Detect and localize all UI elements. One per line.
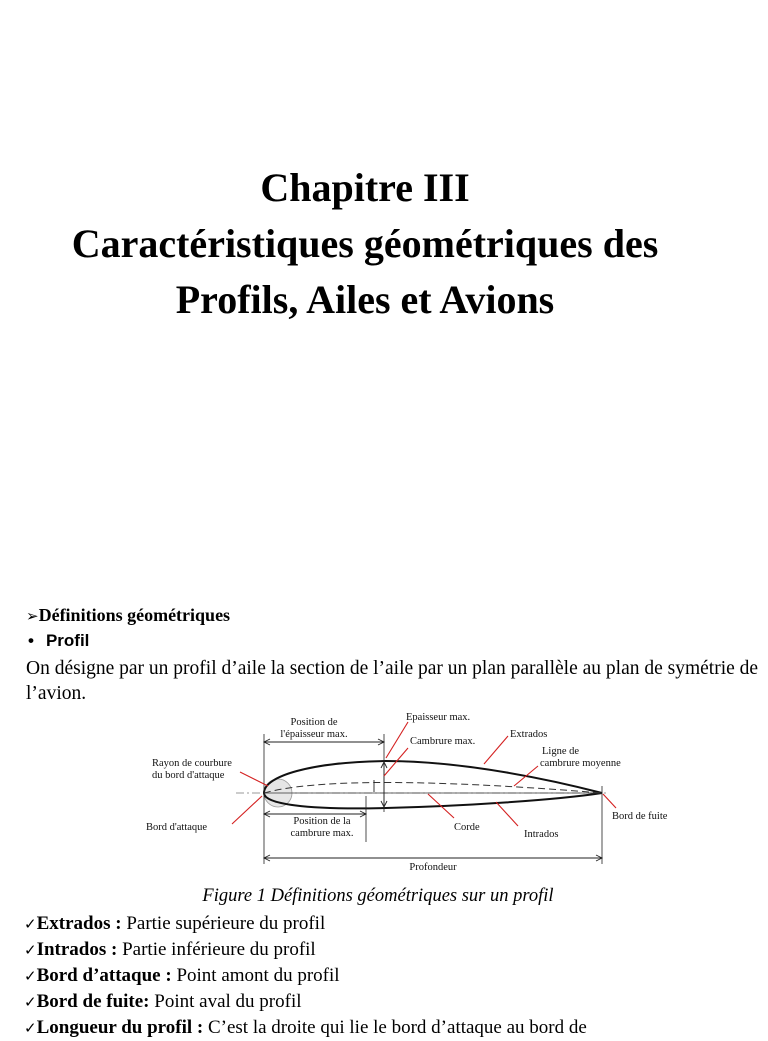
leader-bord-attaque (232, 796, 262, 824)
definition-term: Bord de fuite: (36, 991, 150, 1012)
definition-term: Extrados : (36, 913, 122, 934)
definition-item (24, 937, 587, 963)
label-corde: Corde (454, 822, 480, 833)
arrow-bullet-icon: ➢ (26, 607, 39, 625)
definition-item (24, 911, 587, 937)
check-icon: ✓ (24, 1019, 37, 1037)
leader-extrados (484, 736, 508, 764)
chapter-title (0, 160, 730, 328)
label-epaisseur-max: Epaisseur max. (406, 712, 471, 723)
label-rayon-1: Rayon de courbure (152, 758, 232, 769)
section-heading-text: Définitions géométriques (38, 605, 231, 625)
label-profondeur: Profondeur (409, 862, 457, 873)
leader-bord-fuite (603, 794, 616, 808)
check-icon: ✓ (24, 993, 37, 1011)
label-bord-attaque: Bord d'attaque (146, 822, 208, 833)
label-rayon-2: du bord d'attaque (152, 770, 225, 781)
airfoil-diagram (136, 706, 696, 876)
definition-item (24, 963, 587, 989)
label-bord-fuite: Bord de fuite (612, 811, 668, 822)
check-icon: ✓ (24, 967, 37, 985)
definition-item (24, 1015, 587, 1041)
definition-list (24, 911, 587, 1041)
definition-text: Point amont du profil (171, 965, 340, 986)
label-ligne-2: cambrure moyenne (540, 758, 621, 769)
leader-intrados (496, 802, 518, 826)
definition-text: C’est la droite qui lie le bord d’attaque au bord de (203, 1017, 587, 1038)
definition-term: Longueur du profil : (36, 1017, 204, 1038)
check-icon: ✓ (24, 941, 37, 959)
airfoil-figure (136, 706, 696, 876)
chapter-title-line-1: Caractéristiques géométriques des (71, 221, 659, 266)
definition-item (24, 989, 587, 1015)
chapter-title-line-2: Profils, Ailes et Avions (175, 277, 555, 322)
check-icon: ✓ (24, 915, 37, 933)
label-intrados: Intrados (524, 829, 559, 840)
definition-term: Intrados : (36, 939, 118, 960)
label-position-epaisseur-2: l'épaisseur max. (280, 729, 348, 740)
label-position-cambrure-1: Position de la (293, 816, 351, 827)
intro-paragraph: On désigne par un profil d’aile la section de l’aile par un plan parallèle au plan de symétrie de l’avion. (26, 658, 759, 704)
label-position-epaisseur-1: Position de (290, 717, 338, 728)
mean-camber-line (264, 782, 602, 793)
label-ligne-1: Ligne de (542, 746, 580, 757)
section-heading (26, 605, 230, 626)
chapter-number: Chapitre III (260, 165, 470, 210)
definition-text: Partie inférieure du profil (117, 939, 316, 960)
label-extrados: Extrados (510, 729, 548, 740)
figure-caption: Figure 1 Définitions géométriques sur un profil (202, 886, 554, 906)
bullet-item-profil (28, 631, 89, 651)
label-position-cambrure-2: cambrure max. (290, 828, 354, 839)
leader-ligne (514, 766, 538, 786)
definition-text: Partie supérieure du profil (121, 913, 326, 934)
definition-term: Bord d’attaque : (36, 965, 172, 986)
definition-text: Point aval du profil (149, 991, 302, 1012)
bullet-label: Profil (45, 631, 90, 650)
label-cambrure-max: Cambrure max. (410, 736, 476, 747)
bullet-dot-icon: • (28, 631, 34, 650)
